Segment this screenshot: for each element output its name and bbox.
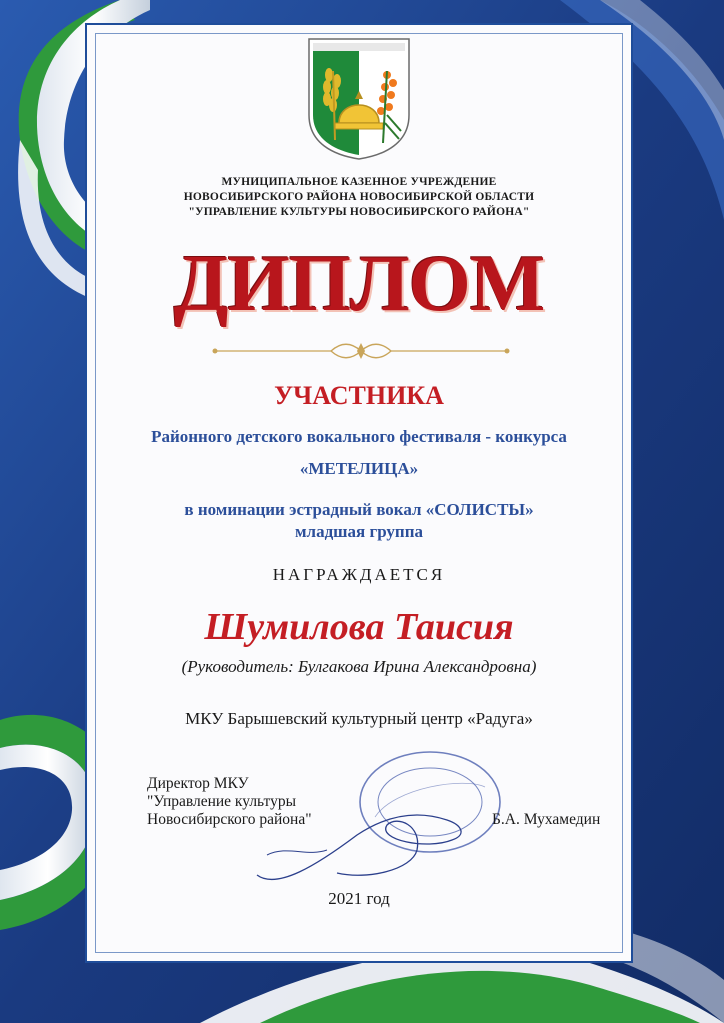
org-line-2: НОВОСИБИРСКОГО РАЙОНА НОВОСИБИРСКОЙ ОБЛАСТИ xyxy=(183,191,535,203)
director-line-3: Новосибирского района" xyxy=(147,811,312,828)
event-line: Районного детского вокального фестиваля - конкурса xyxy=(151,427,567,446)
diploma-title: ДИПЛОМ xyxy=(173,240,545,328)
diploma-subtitle: УЧАСТНИКА xyxy=(274,381,444,410)
leader-line: (Руководитель: Булгакова Ирина Александровна) xyxy=(181,657,537,676)
institution-line: МКУ Барышевский культурный центр «Радуга» xyxy=(185,709,533,728)
director-name: Б.А. Мухамедин xyxy=(492,811,601,828)
nomination-line: в номинации эстрадный вокал «СОЛИСТЫ» xyxy=(184,500,534,519)
event-name: «МЕТЕЛИЦА» xyxy=(299,459,419,478)
diploma-panel xyxy=(85,23,633,963)
coat-of-arms-emblem xyxy=(305,35,413,161)
year-line: 2021 год xyxy=(328,889,390,908)
org-line-1: МУНИЦИПАЛЬНОЕ КАЗЕННОЕ УЧРЕЖДЕНИЕ xyxy=(221,176,497,188)
awarded-label: НАГРАЖДАЕТСЯ xyxy=(272,565,446,584)
org-line-3: "УПРАВЛЕНИЕ КУЛЬТУРЫ НОВОСИБИРСКОГО РАЙОНА" xyxy=(188,206,530,218)
group-line: младшая группа xyxy=(294,522,424,541)
director-line-1: Директор МКУ xyxy=(147,775,249,792)
recipient-name: Шумилова Таисия xyxy=(204,606,514,648)
ornament-divider xyxy=(211,340,511,362)
director-line-2: "Управление культуры xyxy=(147,793,297,810)
